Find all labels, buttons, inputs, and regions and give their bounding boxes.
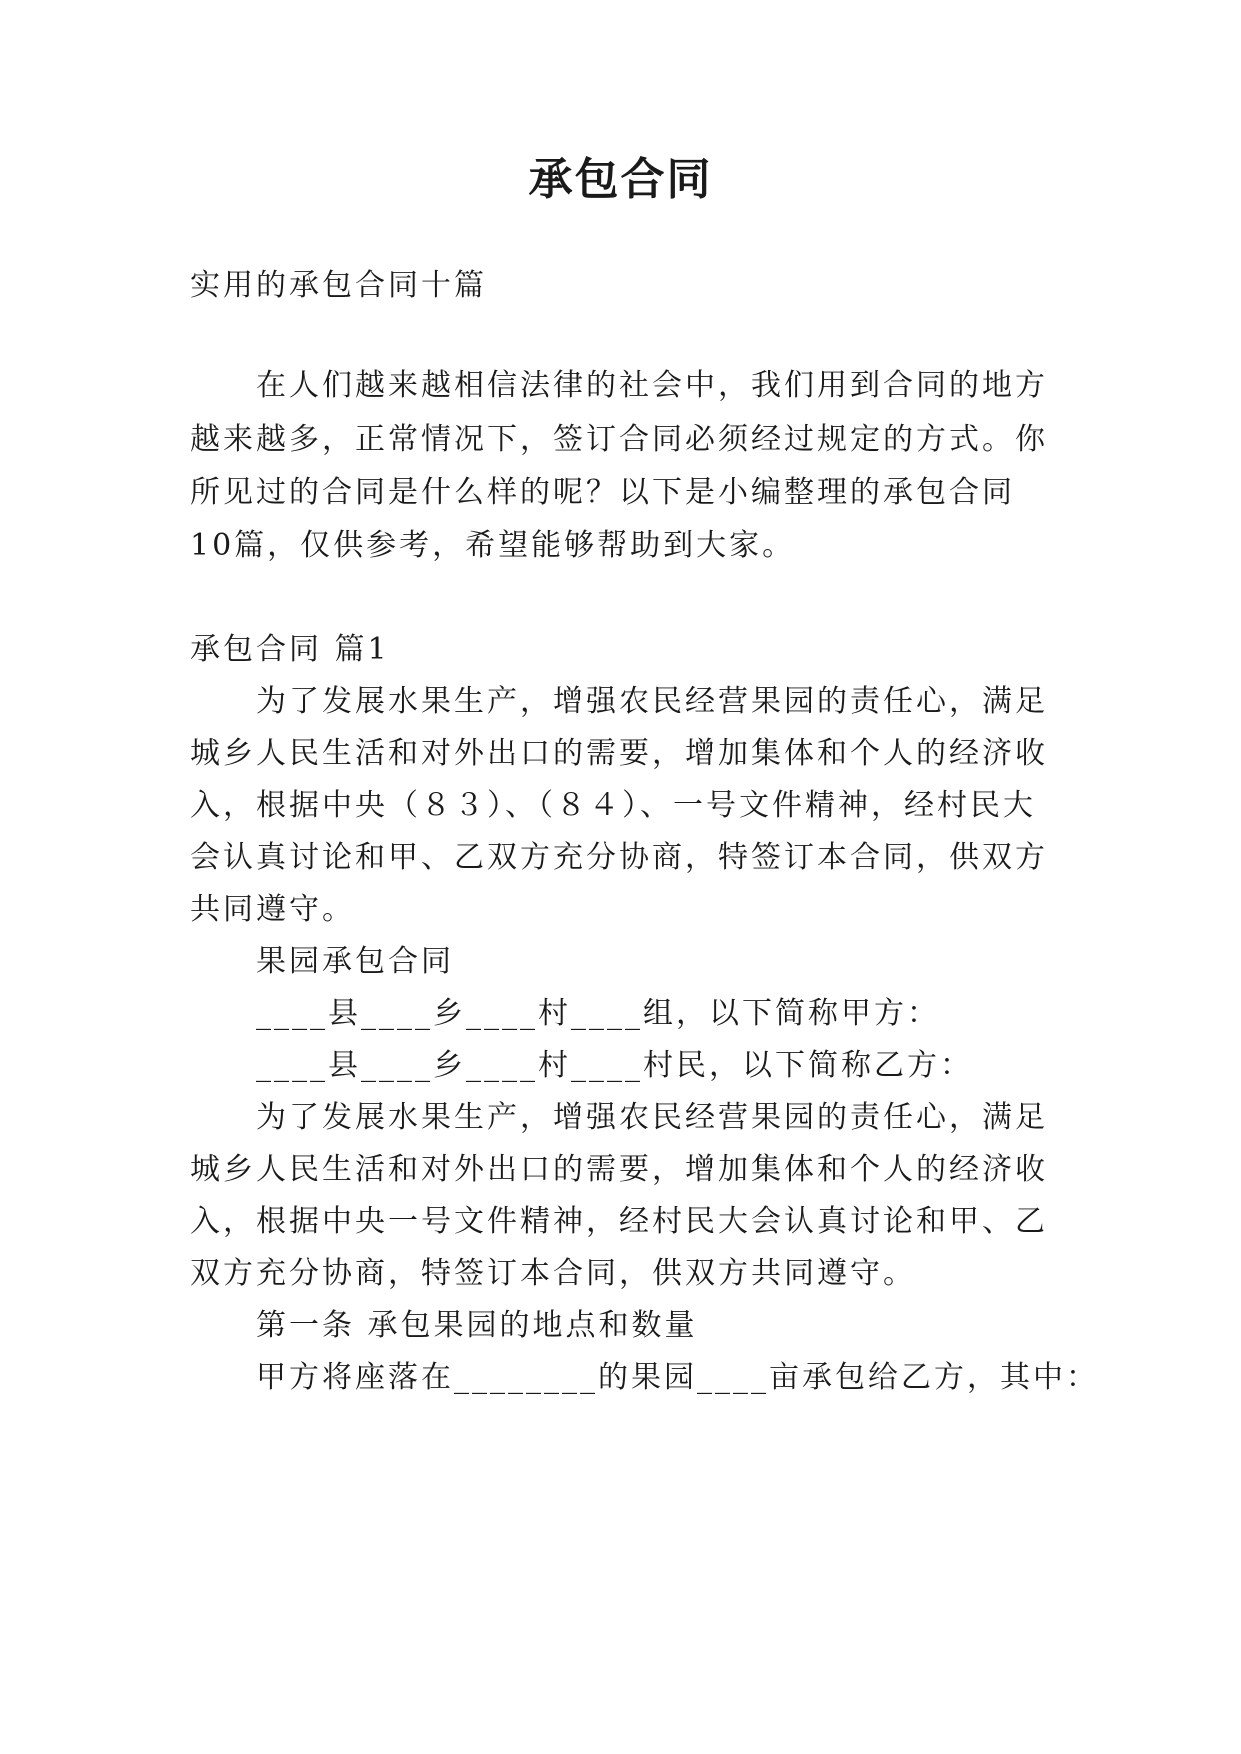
intro-line-1: 在人们越来越相信法律的社会中，我们用到合同的地方 — [256, 368, 1048, 403]
para2-line-3: 入，根据中央一号文件精神，经村民大会认真讨论和甲、乙 — [190, 1204, 1048, 1239]
para2-line-1: 为了发展水果生产，增强农民经营果园的责任心，满足 — [256, 1100, 1048, 1135]
party-a-line: ____县____乡____村____组，以下简称甲方： — [256, 996, 940, 1031]
article1-heading: 第一条 承包果园的地点和数量 — [256, 1308, 698, 1343]
party-b-line: ____县____乡____村____村民，以下简称乙方： — [256, 1048, 973, 1083]
contract-name: 果园承包合同 — [256, 944, 454, 979]
subtitle: 实用的承包合同十篇 — [190, 268, 487, 303]
para2-line-2: 城乡人民生活和对外出口的需要，增加集体和个人的经济收 — [190, 1152, 1048, 1187]
para1-line-1: 为了发展水果生产，增强农民经营果园的责任心，满足 — [256, 684, 1048, 719]
para2-line-4: 双方充分协商，特签订本合同，供双方共同遵守。 — [190, 1256, 916, 1291]
intro-line-3: 所见过的合同是什么样的呢？以下是小编整理的承包合同 — [190, 475, 1015, 510]
document-title: 承包合同 — [528, 154, 713, 205]
intro-line-2: 越来越多，正常情况下，签订合同必须经过规定的方式。你 — [190, 422, 1048, 457]
para1-line-5: 共同遵守。 — [190, 892, 355, 927]
para1-line-2: 城乡人民生活和对外出口的需要，增加集体和个人的经济收 — [190, 736, 1048, 771]
intro-line-4: 10篇，仅供参考，希望能够帮助到大家。 — [190, 528, 796, 563]
article1-text: 甲方将座落在________的果园____亩承包给乙方，其中： — [256, 1360, 1099, 1395]
para1-line-3: 入，根据中央（８３）、（８４）、一号文件精神，经村民大 — [190, 788, 1036, 823]
section-heading: 承包合同 篇1 — [190, 632, 390, 667]
para1-line-4: 会认真讨论和甲、乙双方充分协商，特签订本合同，供双方 — [190, 840, 1048, 875]
